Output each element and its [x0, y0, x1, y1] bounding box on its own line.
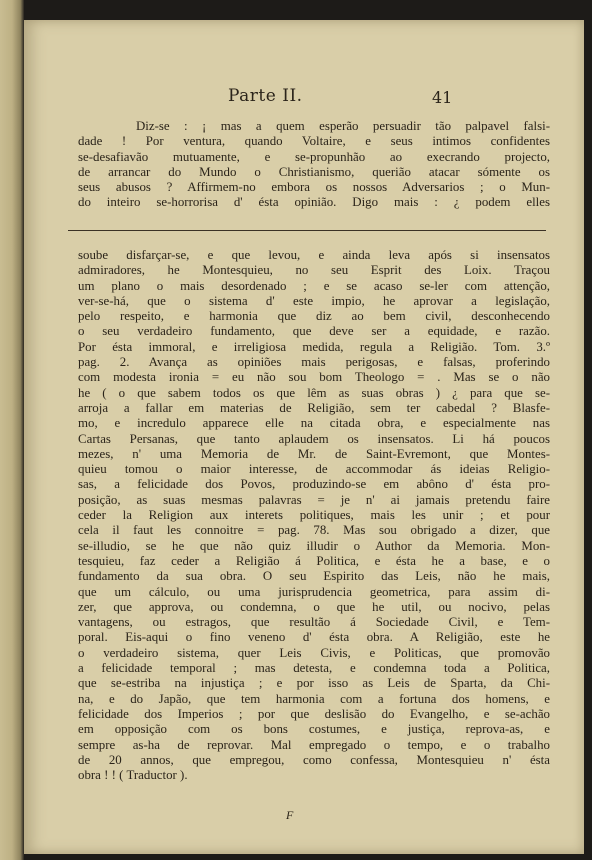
text-line: he ( o que sabem todos os que lêm as suas obras ) ¿ para que se- [78, 385, 550, 400]
footnote-text [78, 248, 550, 783]
text-line: na, e do Japão, que tem harmonia com a fortuna dos homens, e [78, 691, 550, 706]
text-line: Por ésta immoral, e irreligiosa medida, regula a Religião. Tom. 3.º [78, 339, 550, 354]
text-line: de arrancar do Mundo o Christianismo, querião atacar sómente os [78, 164, 550, 179]
page-header [24, 86, 584, 112]
text-line: felicidade dos Imperios ; por que deslisão do Evangelho, e se-achão [78, 706, 550, 721]
text-line: pag. 2. Avança as opiniões mais perigosas, e falsas, proferindo [78, 355, 550, 370]
text-line: em opposição com os bons costumes, e justiça, reprova-as, e [78, 722, 550, 737]
footnote-divider [68, 230, 546, 231]
text-line: posição, as suas mesmas palavras = je n' ai jamais pretendu faire [78, 492, 550, 507]
main-text-top [78, 119, 550, 211]
running-head: Parte II. [228, 86, 303, 106]
text-line: o seu verdadeiro fundamento, que deve ser a equidade, e razão. [78, 324, 550, 339]
text-line: que um cálculo, ou uma jurisprudencia geometrica, para assim di- [78, 584, 550, 599]
text-line: quieu tomou o maior interesse, de accommodar ás ideias Religio- [78, 462, 550, 477]
text-line: poral. Eis-aqui o fino veneno d' ésta obra. A Religião, este he [78, 630, 550, 645]
text-line: cela il faut les connoitre = pag. 78. Mas sou obrigado a dizer, que [78, 523, 550, 538]
text-line: ceder la Religion aux interets politiques, mais les unir ; et pour [78, 508, 550, 523]
text-line: soube disfarçar-se, e que levou, e ainda leva após si insensatos [78, 248, 550, 262]
text-line: do inteiro se-horrorisa d' ésta opinião. Digo mais : ¿ podem elles [78, 195, 550, 210]
text-line: se-illudio, se he que não quiz illudir o Author da Memoria. Mon- [78, 538, 550, 553]
text-line: sempre as-ha de reprovar. Mal empregado o tempo, e o trabalho [78, 737, 550, 752]
text-line: o verdadeiro sistema, quer Leis Civis, e Politicas, que promovão [78, 645, 550, 660]
text-line: com modesta ironia = eu não sou bom Theologo = . Mas se o não [78, 370, 550, 385]
text-line: pelo respeito, e harmonia que diz ao bem civil, desconhecendo [78, 309, 550, 324]
text-line: de 20 annos, que empregou, como confessa, Montesquieu n' ésta [78, 752, 550, 767]
text-line: Cartas Persanas, que tanto aplaudem os insensatos. Li há poucos [78, 431, 550, 446]
text-line: a felicidade temporal ; mas detesta, e condemna toda a Politica, [78, 661, 550, 676]
signature-mark: F [286, 808, 294, 822]
text-line: admiradores, he Montesquieu, no seu Esprit des Loix. Traçou [78, 263, 550, 278]
text-line: seus abusos ? Affirmem-no embora os nossos Adversarios ; o Mun- [78, 180, 550, 195]
text-line: um plano o mais desordenado ; e se acaso se-ler com attenção, [78, 278, 550, 293]
text-line: que se-estriba na injustiça ; e por isso as Leis de Sparta, da Chi- [78, 676, 550, 691]
text-line: vantagens, ou estragos, que resultão á Sociedade Civil, e Tem- [78, 615, 550, 630]
book-page [24, 20, 584, 854]
text-line: fundamento da sua obra. O seu Espirito das Leis, não he mais, [78, 569, 550, 584]
page-number: 41 [432, 88, 453, 107]
text-line: ver-se-há, que o sistema d' este impio, he aprovar a legislação, [78, 293, 550, 308]
text-line: mo, e incredulo apparece elle na citada obra, e especialmente nas [78, 416, 550, 431]
text-line: tesquieu, faz ceder a Religião á Politica, e ésta he a base, e o [78, 553, 550, 568]
text-line: zer, que approva, ou condemna, o que he util, ou nocivo, pelas [78, 599, 550, 614]
text-line: dade ! Por ventura, quando Voltaire, e seus intimos confidentes [78, 134, 550, 149]
text-line: se-desafiavão mutuamente, e se-propunhão ao execrando projecto, [78, 149, 550, 164]
text-line: obra ! ! ( Traductor ). [78, 768, 188, 783]
text-line: arroja a fallar em materias de Religião, sem ter cabedal ? Blasfe- [78, 400, 550, 415]
facing-page-edge [0, 0, 24, 860]
text-line: mezes, n' uma Memoria de Mr. de Saint-Evremont, que Montes- [78, 446, 550, 461]
text-line: Diz-se : ¡ mas a quem esperão persuadir tão palpavel falsi- [136, 119, 550, 133]
text-line: sas, a felicidade dos Povos, produzindo-se em abôno d' ésta pro- [78, 477, 550, 492]
